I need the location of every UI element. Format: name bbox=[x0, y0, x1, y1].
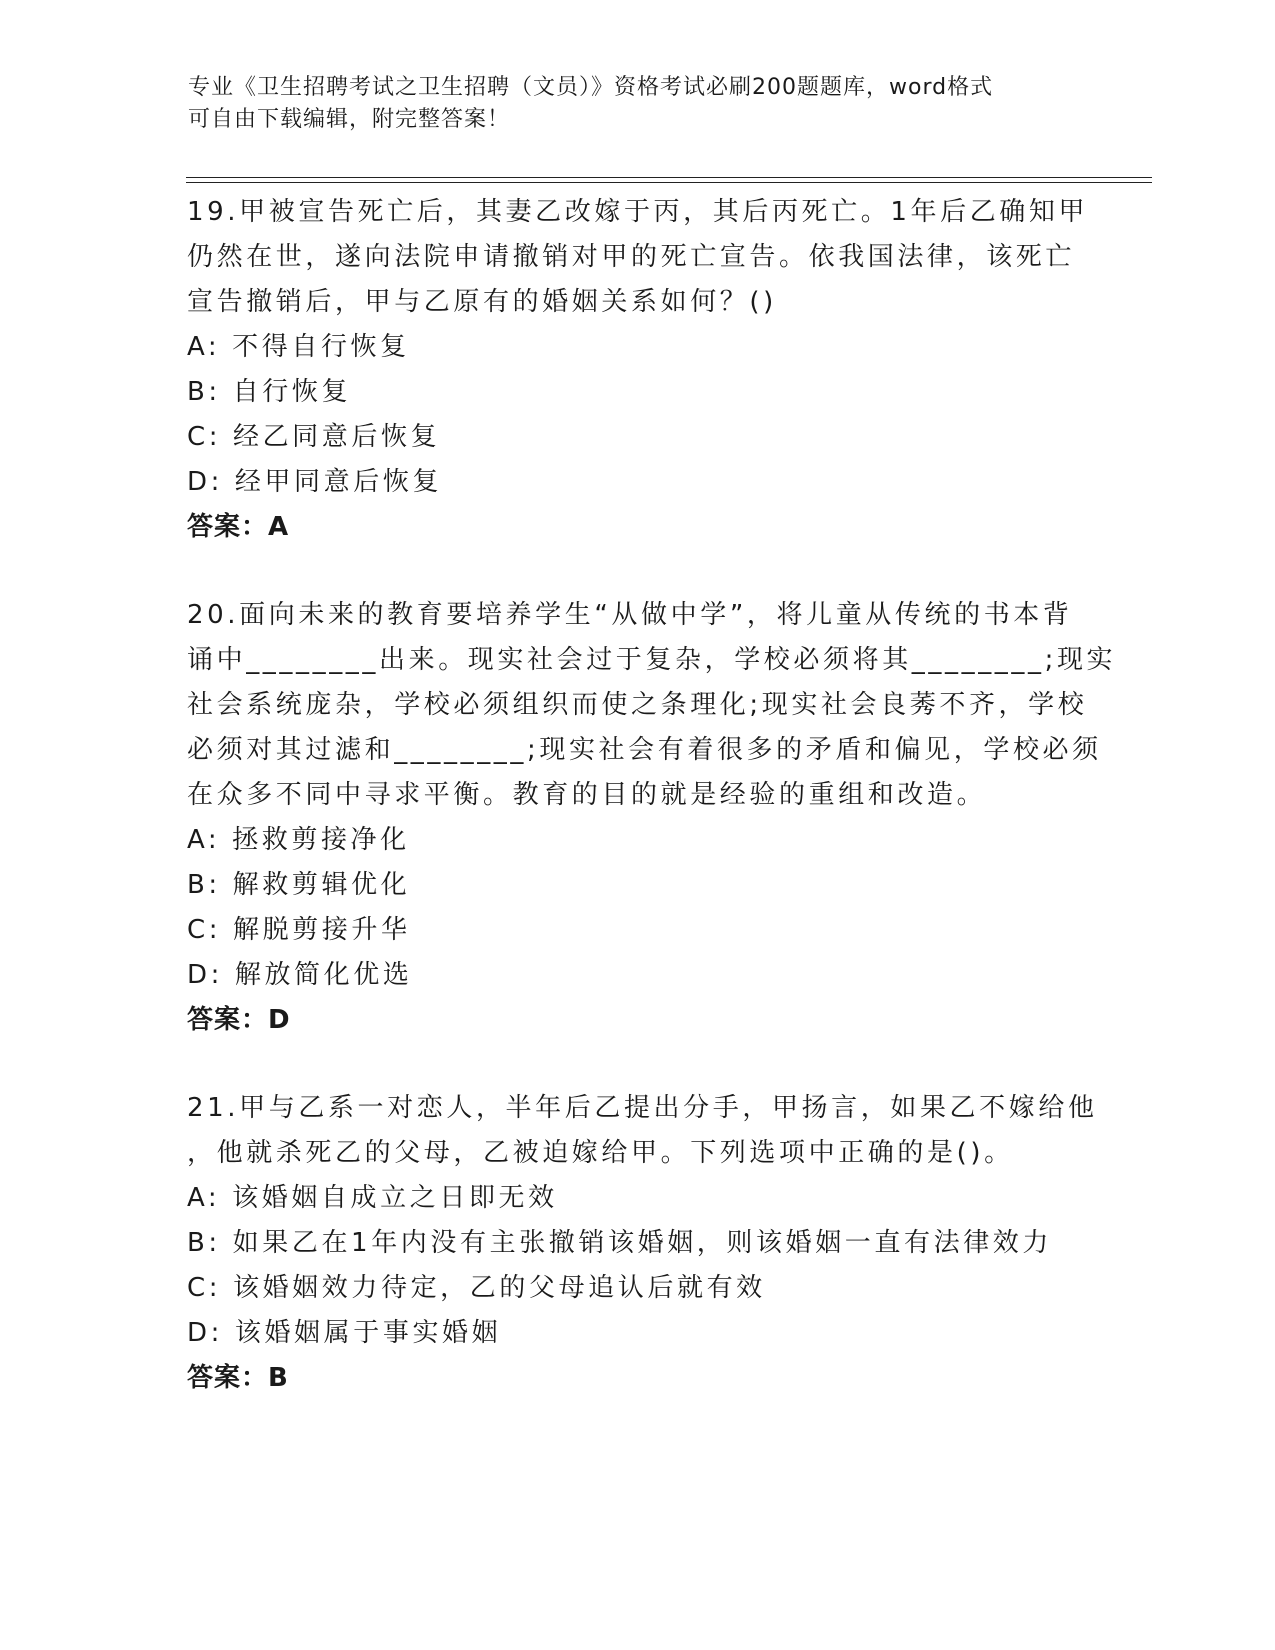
stem-line: 诵中________出来。现实社会过于复杂，学校必须将其________;现实 bbox=[187, 645, 1117, 675]
header-line: 专业《卫生招聘考试之卫生招聘（文员）》资格考试必刷200题题库，word格式 bbox=[188, 75, 994, 100]
header-divider bbox=[186, 177, 1152, 178]
question-stem bbox=[187, 1086, 1098, 1176]
stem-line: 20.面向未来的教育要培养学生“从做中学”，将儿童从传统的书本背 bbox=[187, 600, 1073, 630]
stem-line: 19.甲被宣告死亡后，其妻乙改嫁于丙，其后丙死亡。1年后乙确知甲 bbox=[187, 197, 1089, 227]
answer: 答案：A bbox=[187, 512, 290, 542]
option-b: B: 自行恢复 bbox=[187, 377, 352, 407]
answer: 答案：B bbox=[187, 1363, 289, 1393]
stem-line: 在众多不同中寻求平衡。教育的目的就是经验的重组和改造。 bbox=[187, 780, 987, 810]
header-line: 可自由下载编辑，附完整答案！ bbox=[188, 107, 511, 132]
stem-line: 21.甲与乙系一对恋人，半年后乙提出分手，甲扬言，如果乙不嫁给他 bbox=[187, 1093, 1098, 1123]
stem-line: 宣告撤销后，甲与乙原有的婚姻关系如何？() bbox=[187, 287, 777, 317]
option-c: C: 解脱剪接升华 bbox=[187, 915, 411, 945]
question-stem bbox=[187, 593, 1117, 818]
option-d: D: 经甲同意后恢复 bbox=[187, 467, 443, 497]
option-a: A: 拯救剪接净化 bbox=[187, 825, 410, 855]
option-a: A: 不得自行恢复 bbox=[187, 332, 410, 362]
question-list bbox=[187, 190, 1117, 1401]
stem-line: ，他就杀死乙的父母，乙被迫嫁给甲。下列选项中正确的是()。 bbox=[187, 1138, 1014, 1168]
option-b: B: 如果乙在1年内没有主张撤销该婚姻，则该婚姻一直有法律效力 bbox=[187, 1228, 1053, 1258]
question-21 bbox=[187, 1086, 1098, 1401]
option-d: D: 解放简化优选 bbox=[187, 960, 413, 990]
option-b: B: 解救剪辑优化 bbox=[187, 870, 411, 900]
option-d: D: 该婚姻属于事实婚姻 bbox=[187, 1318, 502, 1348]
stem-line: 社会系统庞杂，学校必须组织而使之条理化;现实社会良莠不齐，学校 bbox=[187, 690, 1088, 720]
question-spacer bbox=[187, 550, 1087, 593]
question-19 bbox=[187, 190, 1087, 550]
question-20 bbox=[187, 593, 1117, 1043]
option-c: C: 该婚姻效力待定，乙的父母追认后就有效 bbox=[187, 1273, 766, 1303]
question-stem bbox=[187, 190, 1087, 325]
answer: 答案：D bbox=[187, 1005, 291, 1035]
document-header bbox=[188, 72, 1068, 136]
option-a: A: 该婚姻自成立之日即无效 bbox=[187, 1183, 558, 1213]
option-c: C: 经乙同意后恢复 bbox=[187, 422, 441, 452]
header-divider bbox=[186, 182, 1152, 183]
stem-line: 必须对其过滤和________;现实社会有着很多的矛盾和偏见，学校必须 bbox=[187, 735, 1102, 765]
stem-line: 仍然在世，遂向法院申请撤销对甲的死亡宣告。依我国法律，该死亡 bbox=[187, 242, 1076, 272]
question-spacer bbox=[187, 1043, 1087, 1086]
